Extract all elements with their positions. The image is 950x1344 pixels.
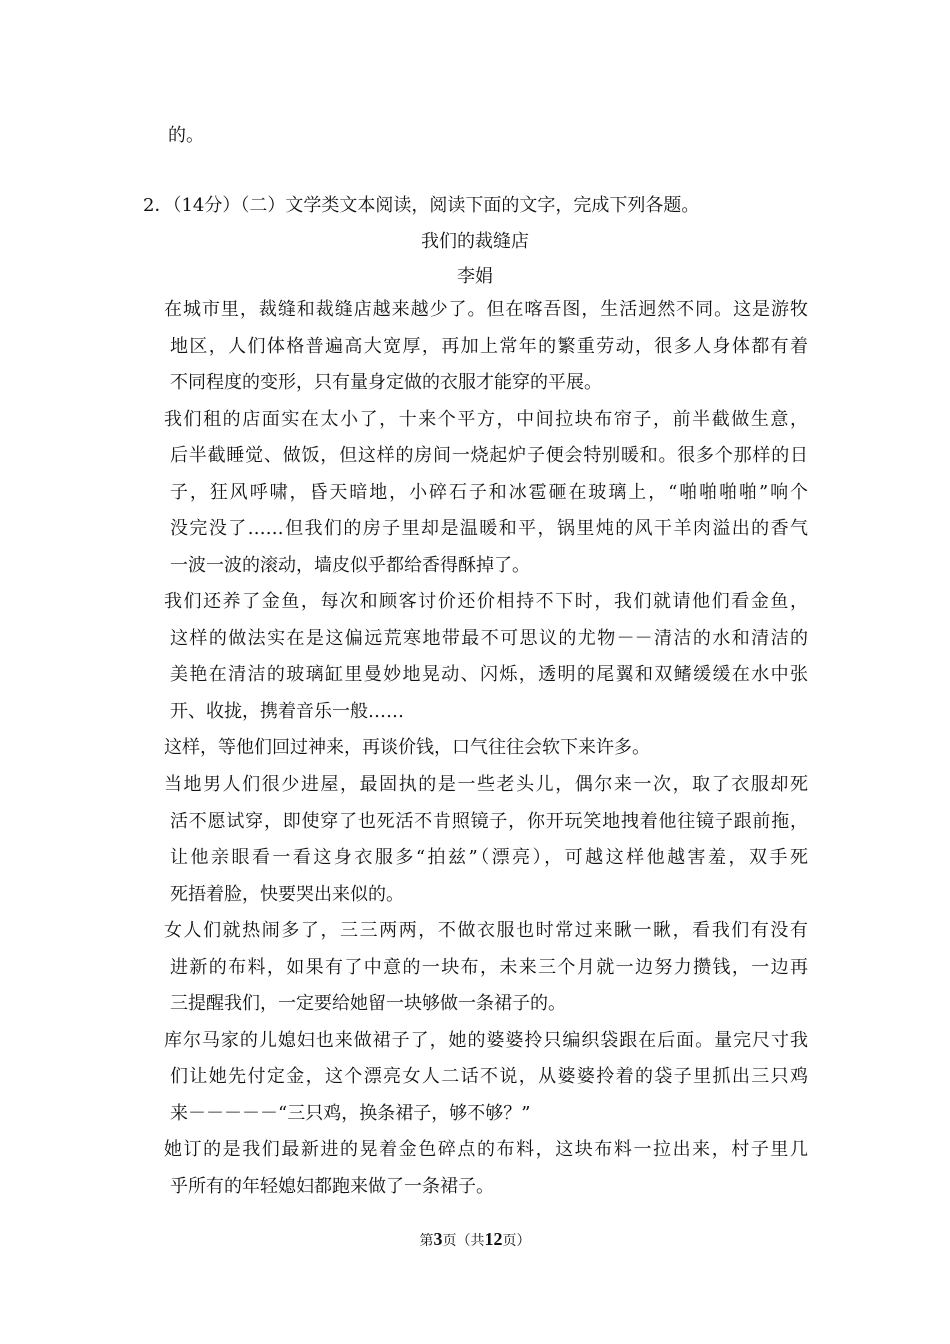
paragraph-line: 库尔马家的儿媳妇也来做裙子了，她的婆婆拎只编织袋跟在后面。量完尺寸我: [164, 1029, 808, 1051]
page-footer: [0, 1227, 950, 1251]
paragraph-line: 女人们就热闹多了，三三两两，不做衣服也时常过来瞅一瞅，看我们有没有: [164, 920, 808, 942]
paragraph-line: 当地男人们很少进屋，最固执的是一些老头儿，偶尔来一次，取了衣服却死: [164, 774, 808, 796]
paragraph-line: 我们租的店面实在太小了，十来个平方，中间拉块布帘子，前半截做生意，: [164, 408, 808, 430]
paragraph-line: 开、收拢，携着音乐一般……: [170, 700, 404, 722]
paragraph-line: 三提醒我们，一定要给她留一块够做一条裙子的。: [170, 993, 566, 1015]
question-heading: 2．（14分）（二）文学类文本阅读，阅读下面的文字，完成下列各题。: [143, 195, 700, 216]
paragraph-line: 美艳在清洁的玻璃缸里曼妙地晃动、闪烁，透明的尾翼和双鳍缓缓在水中张: [170, 664, 808, 686]
paragraph-line: 这样，等他们回过神来，再谈价钱，口气往往会软下来许多。: [164, 737, 650, 759]
paragraph-line: 地区，人们体格普遍高大宽厚，再加上常年的繁重劳动，很多人身体都有着: [170, 335, 808, 357]
paragraph-line: 一波一波的滚动，墙皮似乎都给香得酥掉了。: [170, 554, 530, 576]
previous-text-tail: 的。: [168, 125, 204, 146]
article-title: 我们的裁缝店: [421, 231, 529, 252]
footer-prefix: 第: [419, 1233, 434, 1249]
paragraph-line: 子，狂风呼啸，昏天暗地，小碎石子和冰雹砸在玻璃上，“啪啪啪啪”响个: [170, 481, 808, 503]
article-author: 李娟: [457, 266, 493, 287]
paragraph-line: 让他亲眼看一看这身衣服多“拍兹”（漂亮），可越这样他越害羞，双手死: [170, 847, 808, 869]
paragraph-line: 活不愿试穿，即使穿了也死活不肯照镜子，你开玩笑地拽着他往镜子跟前拖，: [170, 810, 808, 832]
paragraph-line: 在城市里，裁缝和裁缝店越来越少了。但在喀吾图，生活迥然不同。这是游牧: [164, 299, 808, 320]
paragraph-line: 没完没了……但我们的房子里却是温暖和平，锅里炖的风干羊肉溢出的香气: [170, 518, 808, 540]
paragraph-line: 们让她先付定金，这个漂亮女人二话不说，从婆婆拎着的袋子里抓出三只鸡: [170, 1066, 808, 1088]
footer-page-number: 3: [433, 1229, 443, 1249]
footer-total-pages: 12: [484, 1229, 503, 1249]
footer-suffix: 页）: [502, 1233, 531, 1249]
paragraph-line: 进新的布料，如果有了中意的一块布，未来三个月就一边努力攒钱，一边再: [170, 956, 808, 978]
paragraph-line: 后半截睡觉、做饭，但这样的房间一烧起炉子便会特别暖和。很多个那样的日: [170, 445, 808, 467]
footer-mid: 页（共: [442, 1233, 485, 1249]
paragraph-line: 乎所有的年轻媳妇都跑来做了一条裙子。: [170, 1175, 494, 1197]
paragraph-line: 来－－－－－“三只鸡，换条裙子，够不够？”: [170, 1102, 531, 1124]
paragraph-line: 这样的做法实在是这偏远荒寒地带最不可思议的尤物－－清洁的水和清洁的: [170, 627, 808, 649]
paragraph-line: 死捂着脸，快要哭出来似的。: [170, 883, 404, 905]
paragraph-line: 我们还养了金鱼，每次和顾客讨价还价相持不下时，我们就请他们看金鱼，: [164, 591, 808, 613]
paragraph-line: 不同程度的变形，只有量身定做的衣服才能穿的平展。: [170, 372, 602, 394]
paragraph-line: 她订的是我们最新进的晃着金色碎点的布料，这块布料一拉出来，村子里几: [164, 1139, 808, 1161]
